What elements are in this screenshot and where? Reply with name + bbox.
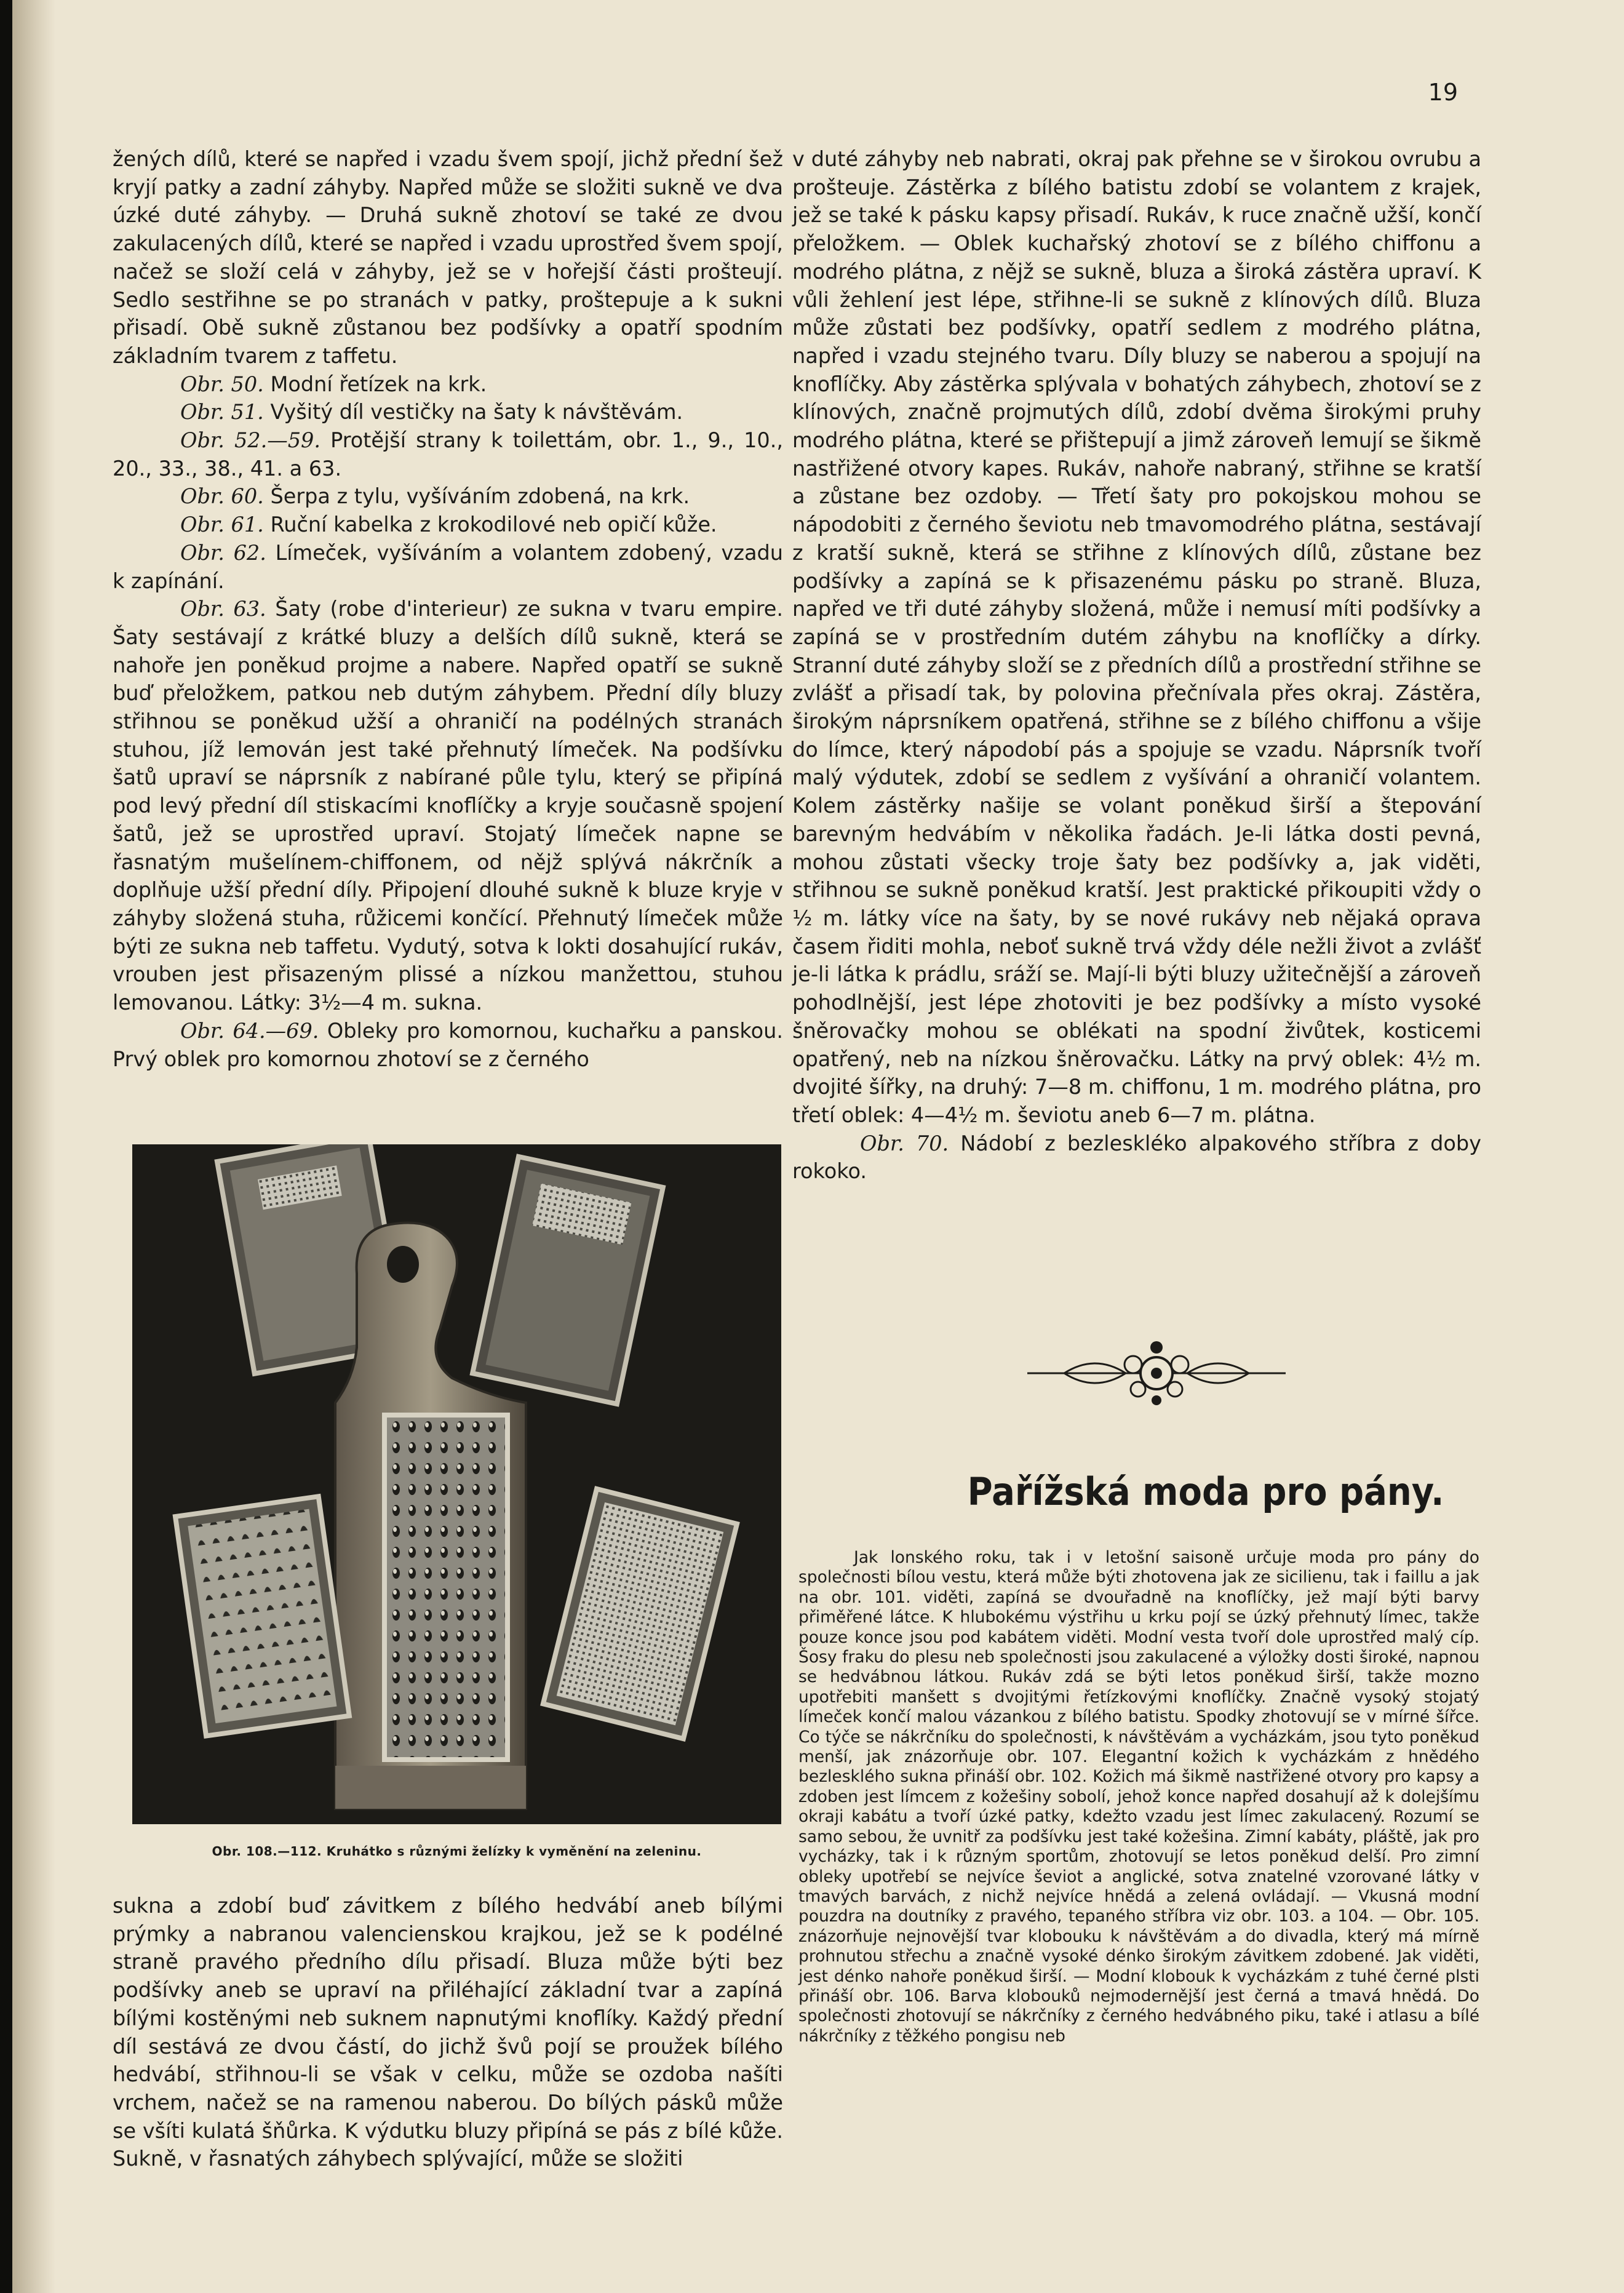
page — [12, 0, 1624, 2293]
figure-text: Šerpa z tylu, vyšíváním zdobená, na krk. — [270, 484, 690, 509]
figure-text: Obleky pro komornou, kuchařku a panskou. Prvý oblek pro komornou zhotoví se z černého — [113, 1018, 784, 1071]
page-number: 19 — [1428, 79, 1458, 106]
grater-illustration — [132, 1144, 781, 1824]
grater-blade-bottom-left — [175, 1496, 349, 1736]
section-heading: Pařížská moda pro pány. — [967, 1470, 1444, 1515]
page-spine — [12, 0, 55, 2293]
figure-ref — [113, 1017, 783, 1073]
paragraph: sukna a zdobí buď závitkem z bílého hedvábí aneb bílými prýmky a nabranou valencienskou krajkou, jež se k podélné straně pravého předního dílu přisadí. Bluza může býti bez podšívky aneb se upraví na přiléhající základní tvar a zapíná bílými kostěnými neb suknem napnutými knoflíky. Každý přední díl sestává ze dvou částí, do jichž švů pojí se proužek bílého hedvábí, střihnou-li se však v celku, může se ozdoba našíti vrchem, načež se na ramenou naberou. Do bílých pásků může se všíti kulatá šňůrka. K výdutku bluzy připíná se pás z bílé kůže. Sukně, v řasnatých záhybech splývající, může se složiti — [113, 1894, 783, 2171]
figure-label: Obr. 51. — [180, 400, 264, 425]
figure-text: Nádobí z bezleskléko alpakového stříbra z doby rokoko. — [792, 1131, 1481, 1184]
grater-photograph — [132, 1144, 781, 1824]
right-column — [792, 145, 1481, 1186]
paragraph: Jak lonského roku, tak i v letošní saisoně určuje moda pro pány do společnosti bílou vestu, která může býti zhotovena jak ze sicilienu, tak i faillu a jak na obr. 101. viděti, zapíná se dvouřadně na knoflíčky, jež mají býti barvy přiměřené látce. K hlubokému výstřihu u krku pojí se úzký přehnutý límec, takže pouze konce jsou pod kabátem viděti. Modní vesta tvoří dole uprostřed malý cíp. Šosy fraku do plesu neb společnosti jsou zakulacené a výložky dosti široké, napnou se hedvábnou látkou. Rukáv zdá se býti letos poněkud širší, takže mozno upotřebiti manšett s dvojitými řetízkovými knoflíčky. Značně vysoký stojatý límeček končí malou vázankou z bílého batistu. Spodky zhotovují se v mírné šířce. Co týče se nákrčníku do společnosti, k návštěvám a vycházkám, jsou tyto poněkud menší, jak znázorňuje obr. 107. Elegantní kožich k vycházkám z hnědého bezlesklého sukna přináší obr. 102. Kožich má šikmě nastřižené otvory pro kapsy a zdoben jest límcem z kožešiny sobolí, jehož konce napřed dosahují až k dolejšímu okraji kabátu a tvoří úzké patky, kdežto vzadu jest límec zakulacený. Rozumí se samo sebou, že uvnitř za podšívku jest také kožešina. Zimní kabáty, pláště, jak pro vycházky, tak i k různým sportům, zhotovují se letos poněkud delší. Pro zimní obleky upotřebí se nejvíce ševiot a anglické, sotva znatelné vzorované látky v tmavých barvách, z nichž nejvíce hnědá a zelená ovládají. — Vkusná modní pouzdra na doutníky z pravého, tepaného stříbra viz obr. 103. a 104. — Obr. 105. znázorňuje nejnovější tvar klobouku k návštěvám a do divadla, který má mírně prohnutou střechu a značně vysoké dénko širokým závitkem zdobené. Jak viděti, jest dénko nahoře poněkud širší. — Modní klobouk k vycházkám z tuhé černé plsti přináší obr. 106. Barva klobouků nejmodernější jest černá a tmavá hnědá. Do společnosti zhotovují se nákrčníky z černého hedvábného piku, také i atlasu a bílé nákrčníky z těžkého pongisu neb — [798, 1548, 1479, 2046]
figure-label: Obr. 60. — [180, 484, 264, 509]
figure-text: Šaty (robe d'interieur) ze sukna v tvaru empire. Šaty sestávají z krátké bluzy a delších dílů sukně, která se nahoře jen poněkud projme a nabere. Napřed opatří se sukně buď přeložkem, patkou neb dutým záhybem. Přední díly bluzy střihnou se poněkud užší a ohraničí na podélných stranách stuhou, jíž lemován jest také přehnutý límeček. Na podšívku šatů upraví se náprsník z nabírané půle tylu, který se připíná pod levý přední díl stiskacími knoflíčky a kryje současně spojení šatů, jež se uprostřed upraví. Stojatý límeček napne se řasnatým mušelínem-chiffonem, od nějž splývá nákrčník a doplňuje užší přední díly. Připojení dlouhé sukně k bluze kryje v záhyby složená stuha, růžicemi končící. Přehnutý límeček může býti ze sukna neb taffetu. Vydutý, sotva k lokti dosahující rukáv, vrouben jest přisazeným plissé a nízkou manžettou, stuhou lemovanou. Látky: 3½—4 m. sukna. — [113, 597, 783, 1015]
figure-caption: Obr. 108.—112. Kruhátko s různými želízky k vyměnění na zeleninu. — [212, 1844, 702, 1859]
figure-text: Protější strany k toilettám, obr. 1., 9., 10., 20., 33., 38., 41. a 63. — [113, 428, 783, 481]
left-column-top — [113, 145, 783, 1073]
figure-label: Obr. 63. — [180, 597, 266, 621]
floral-ornament — [1027, 1335, 1286, 1409]
paragraph: žených dílů, které se napřed i vzadu švem spojí, jichž přední šež kryjí patky a zadní záhyby. Napřed může se složiti sukně ve dva úzké duté záhyby. — Druhá sukně zhotoví se také ze dvou zakulacených dílů, které se napřed i vzadu uprostřed švem spojí, načež se složí celá v záhyby, jež se v hořejší části prošteují. Sedlo sestřihne se po stranách v patky, proštepuje a k sukni přisadí. Obě sukně zůstanou bez podšívky a opatří spodním základním tvarem z taffetu. — [113, 147, 783, 368]
figure-ref — [113, 539, 783, 595]
figure-ref — [792, 1130, 1481, 1186]
menswear-article — [798, 1548, 1479, 2046]
figure-label: Obr. 50. — [180, 372, 264, 396]
figure-ref — [113, 398, 783, 426]
grater-blade-bottom-right — [543, 1489, 737, 1739]
figure-label: Obr. 70. — [860, 1131, 949, 1155]
figure-text: Vyšitý díl vestičky na šaty k návštěvám. — [270, 400, 683, 425]
figure-text: Modní řetízek na krk. — [270, 372, 487, 396]
figure-text: Límeček, vyšíváním a volantem zdobený, vzadu k zapínání. — [113, 540, 783, 593]
figure-ref — [113, 426, 783, 482]
figure-ref — [113, 370, 783, 399]
figure-ref — [113, 482, 783, 511]
figure-ref — [113, 511, 783, 539]
figure-label: Obr. 64.—69. — [180, 1018, 319, 1043]
figure-label: Obr. 61. — [180, 512, 264, 537]
figure-label: Obr. 62. — [180, 540, 266, 565]
figure-label: Obr. 52.—59. — [180, 428, 321, 453]
left-column-bottom — [113, 1892, 783, 2173]
figure-ref — [113, 595, 783, 1017]
figure-text: Ruční kabelka z krokodilové neb opičí kůže. — [270, 512, 717, 537]
grater-blade-top-right — [472, 1157, 663, 1404]
paragraph: v duté záhyby neb nabrati, okraj pak přehne se v širokou ovrubu a prošteuje. Zástěrka z bílého batistu zdobí se volantem z krajek, jež se také k pásku kapsy přisadí. Rukáv, k ruce značně užší, končí přeložkem. — Oblek kuchařský zhotoví se z bílého chiffonu a modrého plátna, z nějž se sukně, bluza a široká zástěra upraví. K vůli žehlení jest lépe, střihne-li se sukně z klínových dílů. Bluza může zůstati bez podšívky, opatří sedlem z modrého plátna, napřed i vzadu stejného tvaru. Díly bluzy se naberou a spojují na knoflíčky. Aby zástěrka splývala v bohatých záhybech, zhotoví se z klínových, značně projmutých dílů, zdobí dvěma širokými pruhy modrého plátna, které se přištepují a jimž zároveň lemují se šikmě nastřižené otvory kapes. Rukáv, nahoře nabraný, střihne se kratší a zůstane bez ozdoby. — Třetí šaty pro pokojskou mohou se nápodobiti z černého ševiotu neb tmavomodrého plátna, sestávají z kratší sukně, která se střihne z klínových dílů, zůstane bez podšívky a zapíná se k přisazenému pásku po straně. Bluza, napřed ve tři duté záhyby složená, může i nemusí míti podšívky a zapíná se v prostředním dutém záhybu na knoflíčky a dírky. Stranní duté záhyby složí se z předních dílů a prostřední střihne se zvlášť a přisadí tak, by polovina přečnívala přes okraj. Zástěra, širokým náprsníkem opatřená, střihne se z bílého chiffonu a všije do límce, který nápodobí pás a spojuje se vzadu. Náprsník tvoří malý výdutek, zdobí se sedlem z vyšívání a ohraničí volantem. Kolem zástěrky našije se volant poněkud širší a štepování barevným hedvábím v několika řadách. Je-li látka dosti pevná, mohou zůstati všecky troje šaty bez podšívky a, jak viděti, střihnou se sukně poněkud kratší. Jest praktické přikoupiti vždy o ½ m. látky více na šaty, by se nové rukávy neb nějaká oprava časem řiditi mohla, neboť sukně trvá vždy déle nežli život a zvlášť je-li látka k prádlu, sráží se. Mají-li býti bluzy užitečnější a zároveň pohodlnější, jest lépe zhotoviti je bez podšívky a místo vysoké šněrovačky mohou se oblékati na spodní živůtek, kosticemi opatřený, neb na nízkou šněrovačku. Látky na prvý oblek: 4½ m. dvojité šířky, na druhý: 7—8 m. chiffonu, 1 m. modrého plátna, pro třetí oblek: 4—4½ m. ševiotu aneb 6—7 m. plátna. — [792, 147, 1481, 1127]
